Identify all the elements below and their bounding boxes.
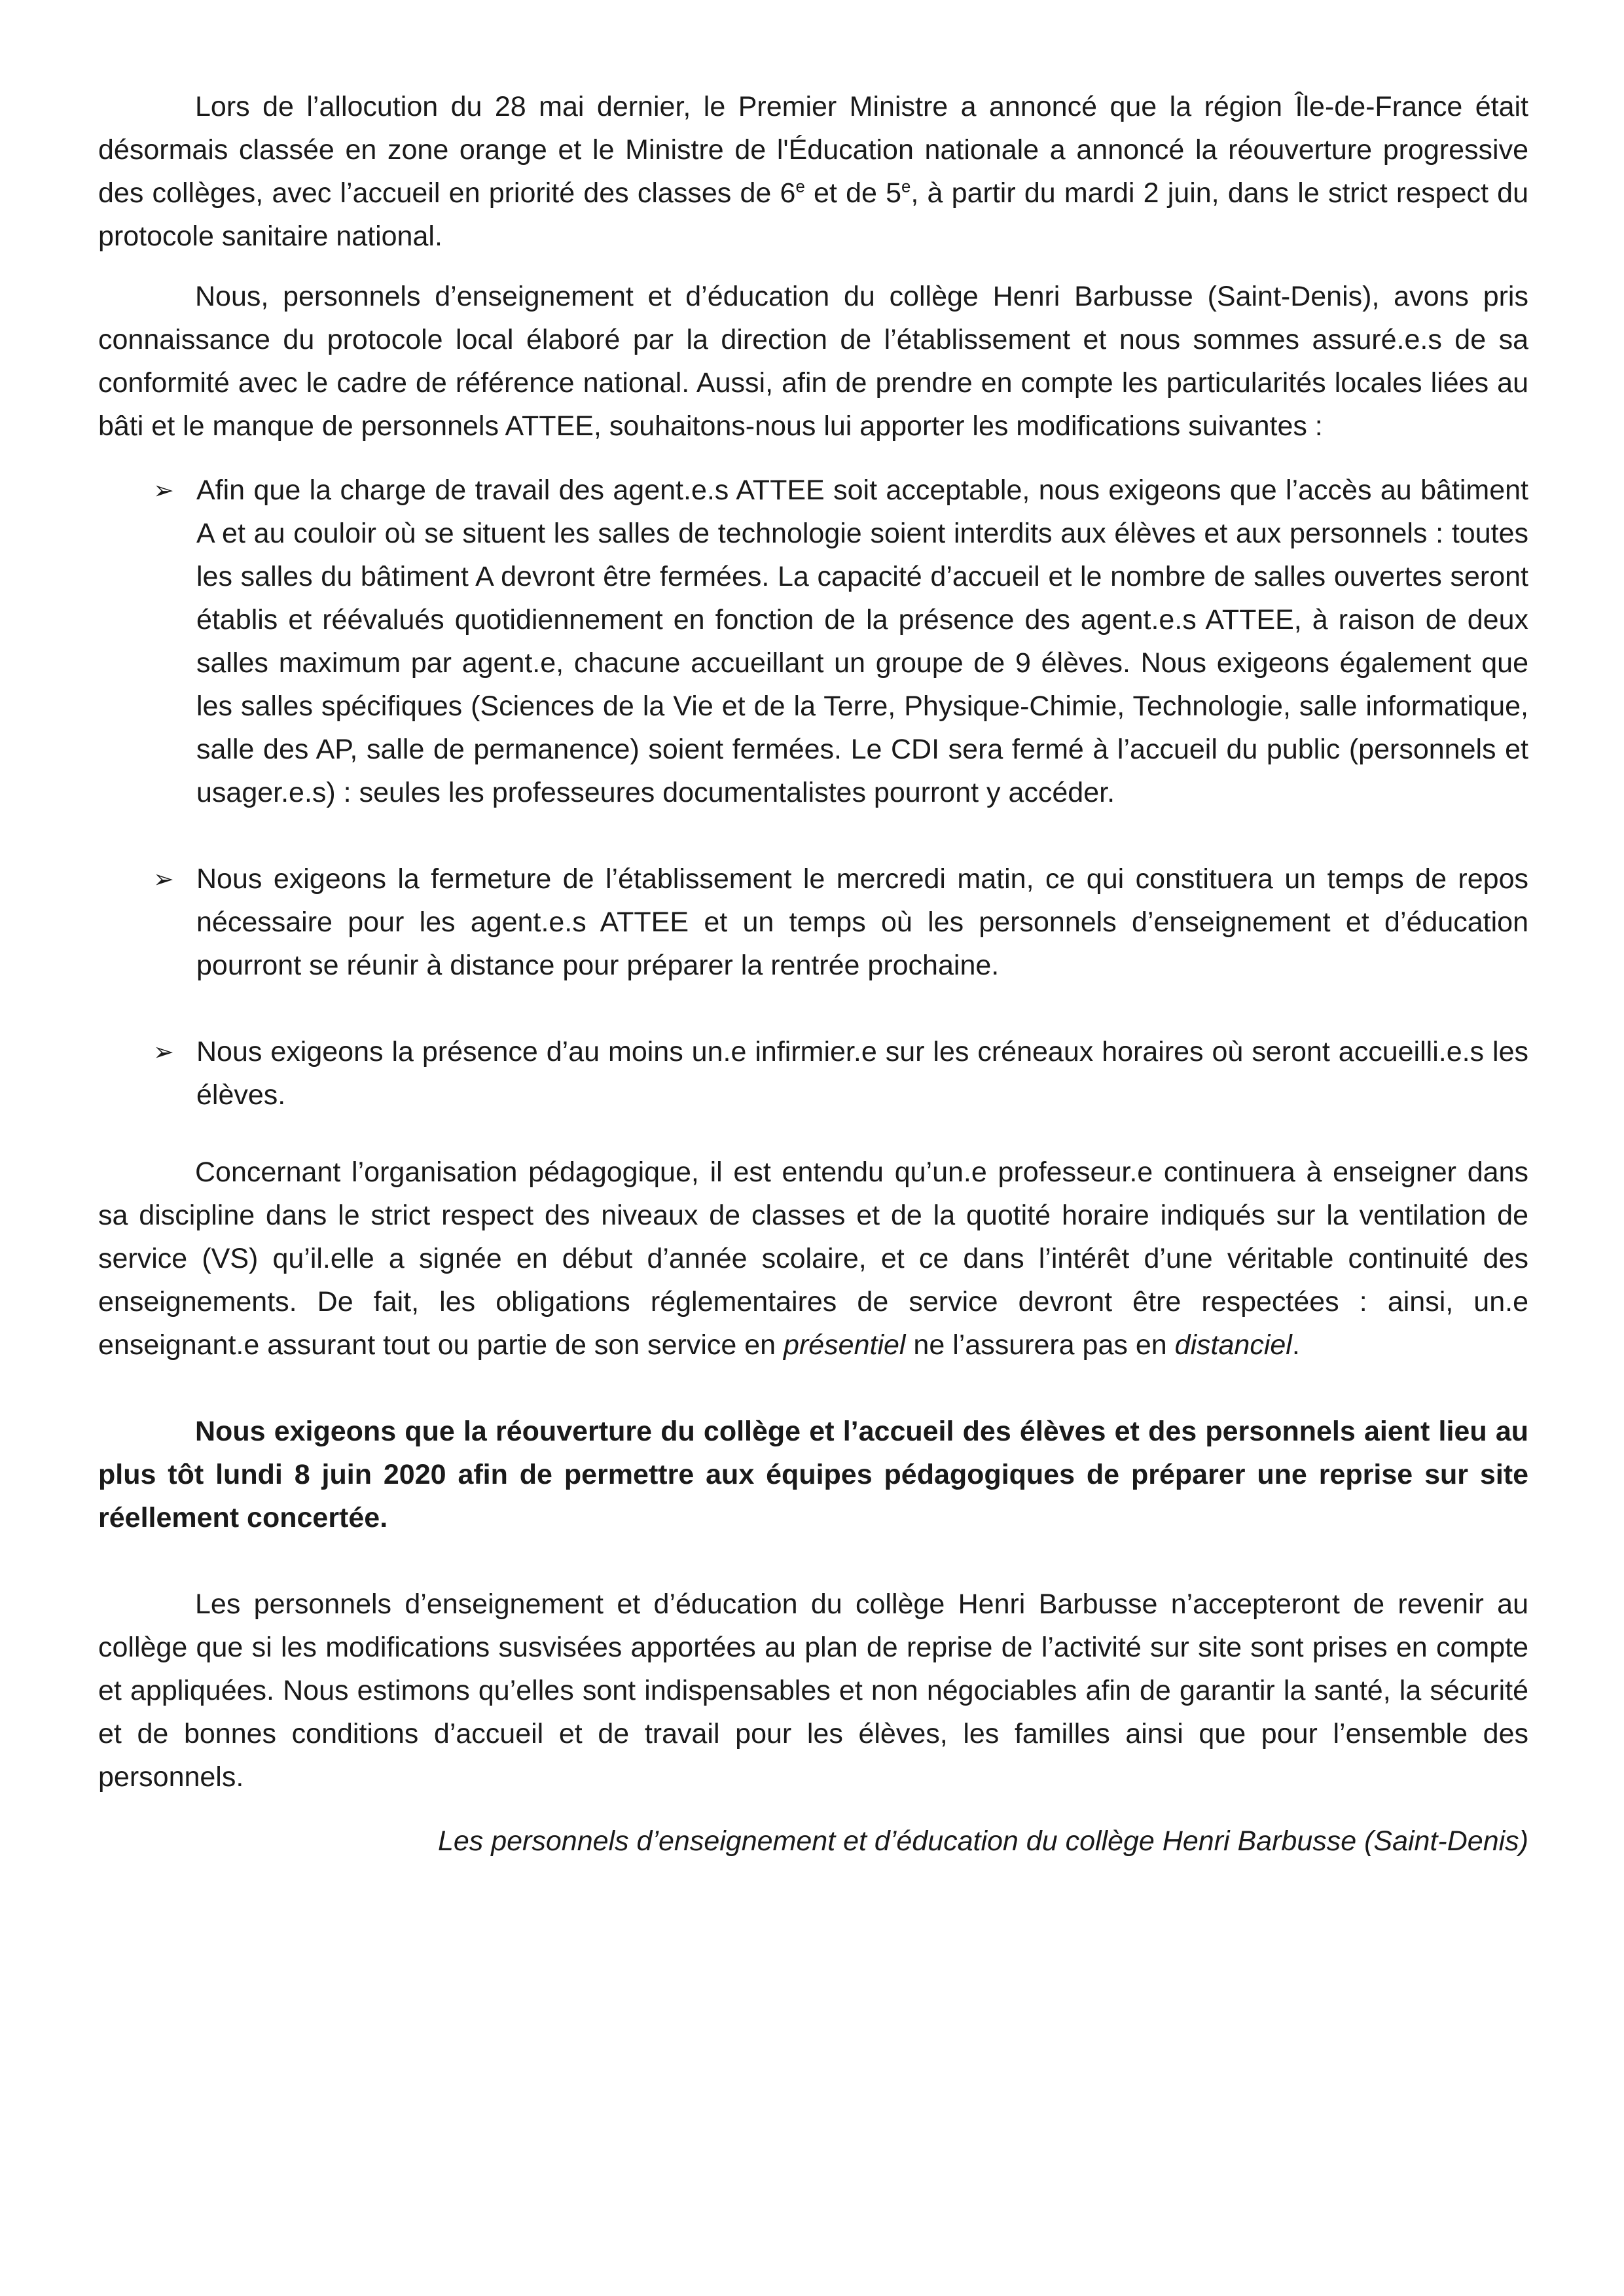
ordinal-superscript: e [795,177,805,196]
arrow-bullet-icon: ➢ [153,865,174,893]
ordinal-superscript: e [901,177,911,196]
paragraph-conclusion: Les personnels d’enseignement et d’éducation du collège Henri Barbusse n’accepteront de revenir au collège que si les modifications susvisées apportées au plan de reprise de l’activité sur site sont prises en compte et appliquées. Nous estimons qu’elles sont indispensables et non négociables afin de garantir la santé, la sécurité et de bonnes conditions d’accueil et de travail pour les élèves, les familles ainsi que pour l’ensemble des personnels. [98,1588,1528,1793]
paragraph-pedagogy [98,1151,1528,1367]
intro-text-end: , à partir du mardi 2 juin, dans le strict respect du protocole sanitaire national. [98,177,1528,252]
list-item-text: Nous exigeons la présence d’au moins un.e infirmier.e sur les créneaux horaires où seront accueilli.e.s les élèves. [196,1036,1528,1111]
paragraph-intro [98,85,1528,258]
paragraph-protocol: Nous, personnels d’enseignement et d’éducation du collège Henri Barbusse (Saint-Denis), avons pris connaissance du protocole local élaboré par la direction de l’établissement et nous sommes assuré.e.s de sa conformité avec le cadre de référence national. Aussi, afin de prendre en compte les particularités locales liées au bâti et le manque de personnels ATTEE, souhaitons-nous lui apporter les modifications suivantes : [98,281,1528,442]
list-item [98,469,1528,814]
signature: Les personnels d’enseignement et d’éducation du collège Henri Barbusse (Saint-Denis) [437,1825,1528,1857]
pedagogy-text-mid: ne l’assurera pas en [905,1329,1175,1361]
list-item [98,1030,1528,1117]
list-item-text: Afin que la charge de travail des agent.e.s ATTEE soit acceptable, nous exigeons que l’accès au bâtiment A et au couloir où se situent les salles de technologie soient interdits aux élèves et aux personnels : toutes les salles du bâtiment A devront être fermées. La capacité d’accueil et le nombre de salles ouvertes seront établis et réévalués quotidiennement en fonction de la présence des agent.e.s ATTEE, à raison de deux salles maximum par agent.e, chacune accueillant un groupe de 9 élèves. Nous exigeons également que les salles spécifiques (Sciences de la Vie et de la Terre, Physique-Chimie, Technologie, salle informatique, salle des AP, salle de permanence) soient fermées. Le CDI sera fermé à l’accueil du public (personnels et usager.e.s) : seules les professeures documentalistes pourront y accéder. [196,475,1528,808]
emphasis-distanciel: distanciel [1174,1329,1292,1361]
paragraph-reopening-demand: Nous exigeons que la réouverture du collège et l’accueil des élèves et des personnels aient lieu au plus tôt lundi 8 juin 2020 afin de permettre aux équipes pédagogiques de préparer une reprise sur site réellement concertée. [98,1416,1528,1534]
arrow-bullet-icon: ➢ [153,1037,174,1066]
pedagogy-text-end: . [1291,1329,1300,1361]
document-page [98,85,1528,1863]
emphasis-presentiel: présentiel [784,1329,906,1361]
intro-text-start: Lors de l’allocution du 28 mai dernier, le Premier Ministre a annoncé que la région Île-de-France était désormais classée en zone orange et le Ministre de l'Éducation nationale a annoncé la réouverture progressive des collèges, avec l’accueil en priorité des classes de 6 [98,91,1528,209]
list-item-text: Nous exigeons la fermeture de l’établissement le mercredi matin, ce qui constituera un temps de repos nécessaire pour les agent.e.s ATTEE et un temps où les personnels d’enseignement et d’éducation pourront se réunir à distance pour préparer la rentrée prochaine. [196,863,1528,981]
arrow-bullet-icon: ➢ [153,476,174,505]
list-item [98,857,1528,987]
intro-text-mid: et de 5 [804,177,902,209]
demands-list [98,469,1528,1117]
pedagogy-text-start: Concernant l’organisation pédagogique, il est entendu qu’un.e professeur.e continuera à enseigner dans sa discipline dans le strict respect des niveaux de classes et de la quotité horaire indiqués sur la ventilation de service (VS) qu’il.elle a signée en début d’année scolaire, et ce dans l’intérêt d’une véritable continuité des enseignements. De fait, les obligations réglementaires de service devront être respectées : ainsi, un.e enseignant.e assurant tout ou partie de son service en [98,1157,1528,1361]
